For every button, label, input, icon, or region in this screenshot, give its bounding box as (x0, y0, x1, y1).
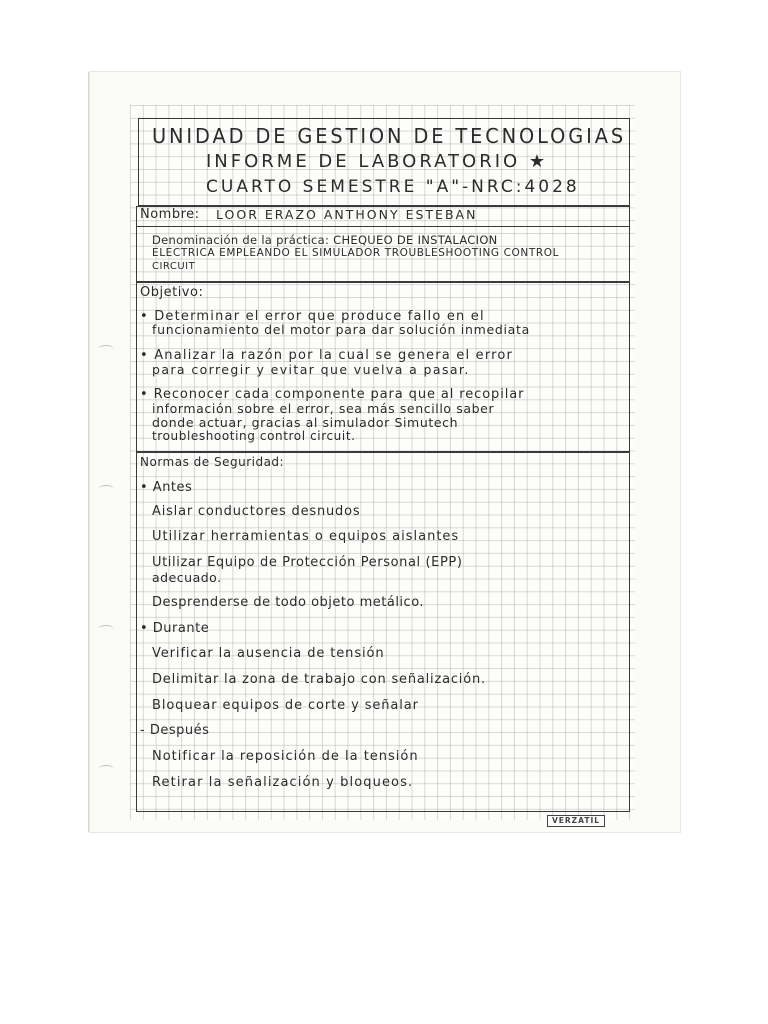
norma-item: adecuado. (152, 570, 222, 585)
binder-ring (98, 345, 114, 354)
denominacion-line: CIRCUIT (152, 261, 196, 272)
norma-item: Retirar la señalización y bloqueos. (152, 775, 414, 790)
objetivo-label: Objetivo: (140, 285, 204, 300)
objetivo-item-line: • Analizar la razón por la cual se genera el error (140, 348, 514, 363)
norma-item: Aislar conductores desnudos (152, 504, 361, 519)
norma-item: Delimitar la zona de trabajo con señalización. (152, 672, 486, 687)
norma-item: Verificar la ausencia de tensión (152, 646, 385, 661)
objetivo-item-line: información sobre el error, sea más sencillo saber (152, 401, 495, 416)
denominacion-line: ELECTRICA EMPLEANDO EL SIMULADOR TROUBLESHOOTING CONTROL (152, 247, 560, 259)
objetivo-item-line: donde actuar, gracias al simulador Simutech (152, 415, 459, 430)
norma-item: Bloquear equipos de corte y señalar (152, 698, 419, 713)
objetivo-item-line: funcionamiento del motor para dar solución inmediata (152, 322, 530, 337)
nombre-label: Nombre: (140, 207, 200, 222)
norma-item: Utilizar herramientas o equipos aislantes (152, 529, 460, 544)
despues-title: - Después (140, 723, 210, 738)
divider (136, 226, 630, 227)
durante-title: • Durante (140, 621, 210, 636)
objetivo-item-line: troubleshooting control circuit. (152, 429, 356, 443)
objetivo-item-line: para corregir y evitar que vuelva a pasar. (152, 362, 470, 377)
nombre-value: LOOR ERAZO ANTHONY ESTEBAN (216, 207, 478, 222)
header-semester: CUARTO SEMESTRE "A"-NRC:4028 (206, 177, 580, 197)
norma-item: Desprenderse de todo objeto metálico. (152, 595, 425, 610)
binder-ring (98, 485, 114, 494)
antes-title: • Antes (140, 480, 193, 495)
binder-ring (98, 765, 114, 774)
denominacion-line: Denominación de la práctica: CHEQUEO DE INSTALACION (152, 233, 498, 247)
objetivo-item-line: • Reconocer cada componente para que al recopilar (140, 387, 525, 402)
binder-ring (98, 625, 114, 634)
brand-label: VERZATIL (547, 815, 605, 827)
objetivo-item-line: • Determinar el error que produce fallo en el (140, 309, 485, 324)
normas-label: Normas de Seguridad: (140, 455, 285, 469)
norma-item: Utilizar Equipo de Protección Personal (EPP) (152, 555, 463, 570)
norma-item: Notificar la reposición de la tensión (152, 749, 419, 764)
header-title: UNIDAD DE GESTION DE TECNOLOGIAS (152, 124, 627, 148)
header-report-type: INFORME DE LABORATORIO ★ (206, 151, 549, 172)
